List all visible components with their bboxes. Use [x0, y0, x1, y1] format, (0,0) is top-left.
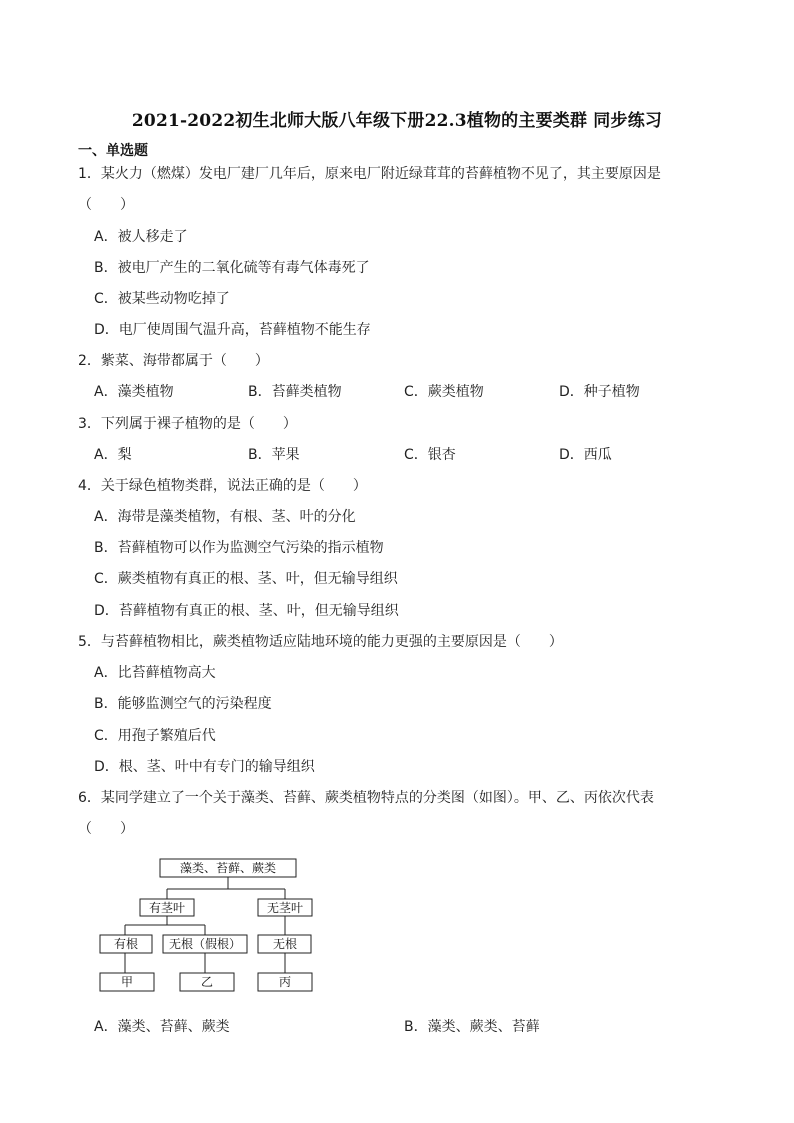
- diagram-leaf-2-label: 乙: [200, 975, 214, 989]
- question-6-stem: 6．某同学建立了一个关于藻类、苔藓、蕨类植物特点的分类图（如图）。甲、乙、丙依次代表: [78, 790, 654, 806]
- diagram-left-label: 有茎叶: [148, 901, 186, 915]
- question-4-option-d: D．苔藓植物有真正的根、茎、叶，但无输导组织: [94, 603, 399, 619]
- question-6-option-b: B．藻类、蕨类、苔藓: [404, 1019, 540, 1035]
- question-3-option-a: A．梨: [94, 447, 132, 463]
- question-2-option-a: A．藻类植物: [94, 384, 174, 400]
- question-4-stem: 4．关于绿色植物类群，说法正确的是（ ）: [78, 478, 367, 494]
- diagram-left-right-label: 无根（假根）: [168, 937, 242, 951]
- question-6-option-a: A．藻类、苔藓、蕨类: [94, 1019, 230, 1035]
- diagram-right-child-label: 无根: [272, 937, 298, 951]
- diagram-left-left-label: 有根: [113, 937, 139, 951]
- page-title: 2021-2022初生北师大版八年级下册22.3植物的主要类群 同步练习: [131, 111, 663, 131]
- question-5-stem: 5．与苔藓植物相比，蕨类植物适应陆地环境的能力更强的主要原因是（ ）: [78, 634, 563, 650]
- question-1-option-a: A．被人移走了: [94, 229, 188, 245]
- question-2-option-d: D．种子植物: [559, 384, 640, 400]
- section-heading: 一、单选题: [78, 143, 148, 159]
- question-6-stem-bracket: （ ）: [78, 821, 134, 837]
- question-4-option-a: A．海带是藻类植物，有根、茎、叶的分化: [94, 509, 356, 525]
- question-2-option-b: B．苔藓类植物: [248, 384, 342, 400]
- question-1-stem: 1．某火力（燃煤）发电厂建厂几年后，原来电厂附近绿茸茸的苔藓植物不见了，其主要原因是: [78, 166, 661, 182]
- question-5-option-a: A．比苔藓植物高大: [94, 665, 216, 681]
- question-3-option-d: D．西瓜: [559, 447, 612, 463]
- question-2-stem: 2．紫菜、海带都属于（ ）: [78, 353, 269, 369]
- question-5-option-d: D．根、茎、叶中有专门的输导组织: [94, 759, 315, 775]
- question-2-option-c: C．蕨类植物: [404, 384, 484, 400]
- question-1-option-c: C．被某些动物吃掉了: [94, 291, 230, 307]
- question-1-option-b: B．被电厂产生的二氧化硫等有毒气体毒死了: [94, 260, 370, 276]
- classification-diagram: [95, 855, 325, 1000]
- question-1-stem-bracket: （ ）: [78, 197, 134, 213]
- question-5-option-b: B．能够监测空气的污染程度: [94, 696, 272, 712]
- question-3-option-c: C．银杏: [404, 447, 456, 463]
- question-5-option-c: C．用孢子繁殖后代: [94, 728, 216, 744]
- question-4-option-c: C．蕨类植物有真正的根、茎、叶，但无输导组织: [94, 571, 398, 587]
- question-3-stem: 3．下列属于裸子植物的是（ ）: [78, 416, 297, 432]
- diagram-root-label: 藻类、苔藓、蕨类: [179, 861, 277, 875]
- question-1-option-d: D．电厂使周围气温升高，苔藓植物不能生存: [94, 322, 371, 338]
- diagram-right-label: 无茎叶: [266, 901, 304, 915]
- question-3-option-b: B．苹果: [248, 447, 300, 463]
- diagram-leaf-1-label: 甲: [120, 975, 134, 989]
- question-4-option-b: B．苔藓植物可以作为监测空气污染的指示植物: [94, 540, 384, 556]
- diagram-leaf-3-label: 丙: [278, 975, 292, 989]
